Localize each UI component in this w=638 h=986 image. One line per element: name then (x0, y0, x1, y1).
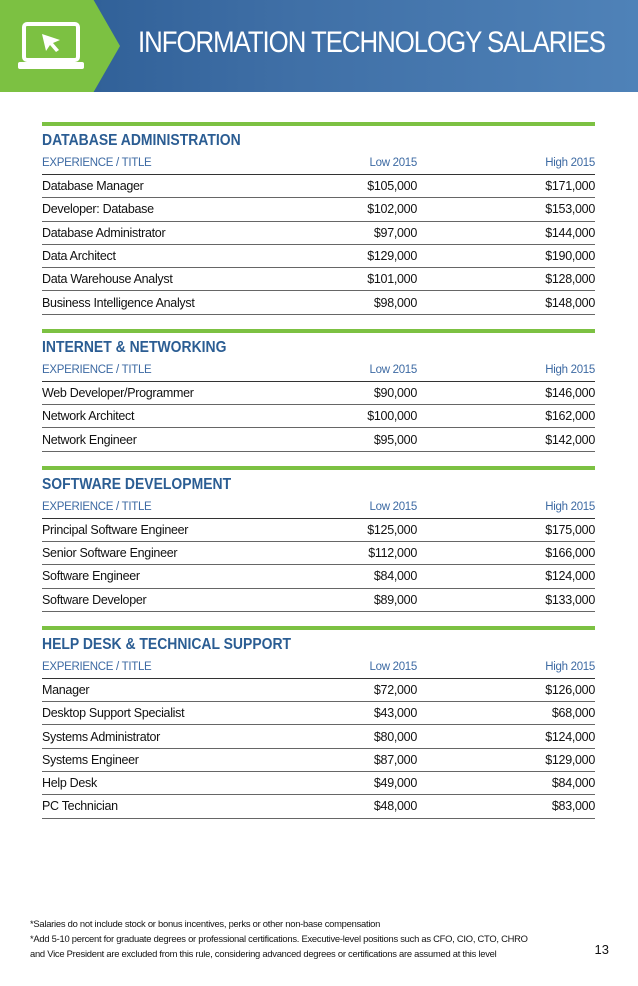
low-salary-cell: $72,000 (373, 683, 417, 697)
high-salary-cell: $68,000 (551, 706, 595, 721)
low-salary-cell: $97,000 (373, 225, 417, 240)
low-salary-cell: $112,000 (368, 546, 417, 561)
low-salary-cell: $95,000 (373, 432, 417, 447)
table-row (42, 405, 595, 428)
job-title-cell: Network Architect (42, 409, 135, 424)
job-title-cell: Software Developer (42, 592, 147, 607)
low-salary-cell: $80,000 (373, 729, 417, 744)
table-row (42, 702, 595, 725)
job-title-cell: Developer: Database (42, 202, 154, 217)
low-salary-cell: $125,000 (367, 522, 417, 537)
table-row (42, 519, 595, 542)
column-header: EXPERIENCE / TITLE (42, 157, 152, 169)
high-salary-cell: $162,000 (545, 409, 595, 424)
column-header: High 2015 (545, 660, 595, 673)
table-header-row (42, 359, 595, 382)
job-title-cell: Systems Engineer (42, 752, 139, 767)
column-header: EXPERIENCE / TITLE (42, 500, 152, 513)
column-header: Low 2015 (369, 500, 417, 513)
table-row (42, 725, 595, 748)
section-title: HELP DESK & TECHNICAL SUPPORT (42, 635, 292, 653)
footnote: and Vice President are excluded from this rule, considering advanced degrees or certifications are assumed at this level (30, 948, 497, 959)
section-divider (42, 122, 595, 126)
section-divider (42, 466, 595, 470)
job-title-cell: Web Developer/Programmer (42, 385, 194, 400)
table-header-row (42, 656, 595, 679)
job-title-cell: Systems Administrator (42, 729, 161, 744)
job-title-cell: Software Engineer (42, 569, 140, 584)
table-row (42, 772, 595, 795)
column-header: Low 2015 (369, 660, 417, 673)
table-row (42, 679, 595, 702)
table-row (42, 382, 595, 405)
table-row (42, 565, 595, 588)
high-salary-cell: $153,000 (545, 202, 595, 217)
job-title-cell: Principal Software Engineer (42, 522, 189, 537)
high-salary-cell: $124,000 (545, 729, 595, 744)
section-divider (42, 329, 595, 333)
page-number: 13 (594, 942, 609, 957)
low-salary-cell: $100,000 (367, 409, 417, 424)
job-title-cell: Database Manager (42, 179, 144, 194)
salary-section (42, 626, 595, 819)
job-title-cell: Data Architect (42, 249, 116, 264)
column-header: Low 2015 (369, 157, 417, 169)
high-salary-cell: $128,000 (545, 272, 595, 287)
job-title-cell: PC Technician (42, 799, 118, 814)
page-title: INFORMATION TECHNOLOGY SALARIES (138, 26, 605, 59)
low-salary-cell: $102,000 (367, 202, 417, 217)
low-salary-cell: $48,000 (373, 799, 417, 814)
column-header: High 2015 (545, 157, 595, 169)
job-title-cell: Manager (42, 683, 90, 697)
footnote: *Add 5-10 percent for graduate degrees or professional certifications. Executive-level positions such as CFO, CIO, CTO, CHRO (30, 933, 528, 944)
low-salary-cell: $49,000 (373, 776, 417, 791)
table-row (42, 291, 595, 314)
table-row (42, 795, 595, 818)
low-salary-cell: $43,000 (373, 706, 417, 721)
low-salary-cell: $105,000 (367, 179, 417, 194)
table-row (42, 749, 595, 772)
column-header: Low 2015 (369, 363, 417, 376)
header-badge (0, 0, 120, 92)
high-salary-cell: $142,000 (545, 432, 595, 447)
table-row (42, 222, 595, 245)
salary-section (42, 329, 595, 452)
column-header: High 2015 (545, 500, 595, 513)
table-row (42, 428, 595, 451)
section-title: SOFTWARE DEVELOPMENT (42, 475, 232, 493)
job-title-cell: Help Desk (42, 776, 97, 791)
high-salary-cell: $126,000 (545, 683, 595, 697)
salary-section (42, 466, 595, 612)
table-header-row (42, 496, 595, 519)
high-salary-cell: $124,000 (545, 569, 595, 584)
low-salary-cell: $84,000 (373, 569, 417, 584)
table-row (42, 245, 595, 268)
section-title: INTERNET & NETWORKING (42, 338, 227, 356)
section-divider (42, 626, 595, 630)
salary-tables (42, 122, 595, 833)
salary-section (42, 122, 595, 315)
job-title-cell: Business Intelligence Analyst (42, 295, 195, 310)
high-salary-cell: $190,000 (545, 249, 595, 264)
table-row (42, 198, 595, 221)
table-row (42, 542, 595, 565)
low-salary-cell: $89,000 (373, 592, 417, 607)
low-salary-cell: $129,000 (367, 249, 417, 264)
high-salary-cell: $129,000 (545, 752, 595, 767)
job-title-cell: Data Warehouse Analyst (42, 272, 173, 287)
job-title-cell: Senior Software Engineer (42, 546, 178, 561)
high-salary-cell: $84,000 (551, 776, 595, 791)
high-salary-cell: $83,000 (551, 799, 595, 814)
section-title: DATABASE ADMINISTRATION (42, 132, 241, 149)
table-row (42, 589, 595, 612)
job-title-cell: Database Administrator (42, 225, 166, 240)
column-header: EXPERIENCE / TITLE (42, 363, 152, 376)
high-salary-cell: $133,000 (545, 592, 595, 607)
high-salary-cell: $148,000 (545, 295, 595, 310)
high-salary-cell: $171,000 (545, 179, 595, 194)
table-row (42, 268, 595, 291)
job-title-cell: Desktop Support Specialist (42, 706, 185, 721)
footnote: *Salaries do not include stock or bonus incentives, perks or other non-base compensation (30, 918, 381, 929)
laptop-cursor-icon (16, 20, 86, 72)
high-salary-cell: $166,000 (545, 546, 595, 561)
column-header: High 2015 (545, 363, 595, 376)
footnotes (30, 916, 570, 961)
low-salary-cell: $87,000 (373, 752, 417, 767)
high-salary-cell: $146,000 (545, 385, 595, 400)
table-header-row (42, 152, 595, 175)
high-salary-cell: $144,000 (545, 225, 595, 240)
low-salary-cell: $101,000 (367, 272, 417, 287)
column-header: EXPERIENCE / TITLE (42, 660, 152, 673)
low-salary-cell: $98,000 (373, 295, 417, 310)
job-title-cell: Network Engineer (42, 432, 137, 447)
high-salary-cell: $175,000 (545, 522, 595, 537)
table-row (42, 175, 595, 198)
page-header (0, 0, 638, 92)
low-salary-cell: $90,000 (373, 385, 417, 400)
